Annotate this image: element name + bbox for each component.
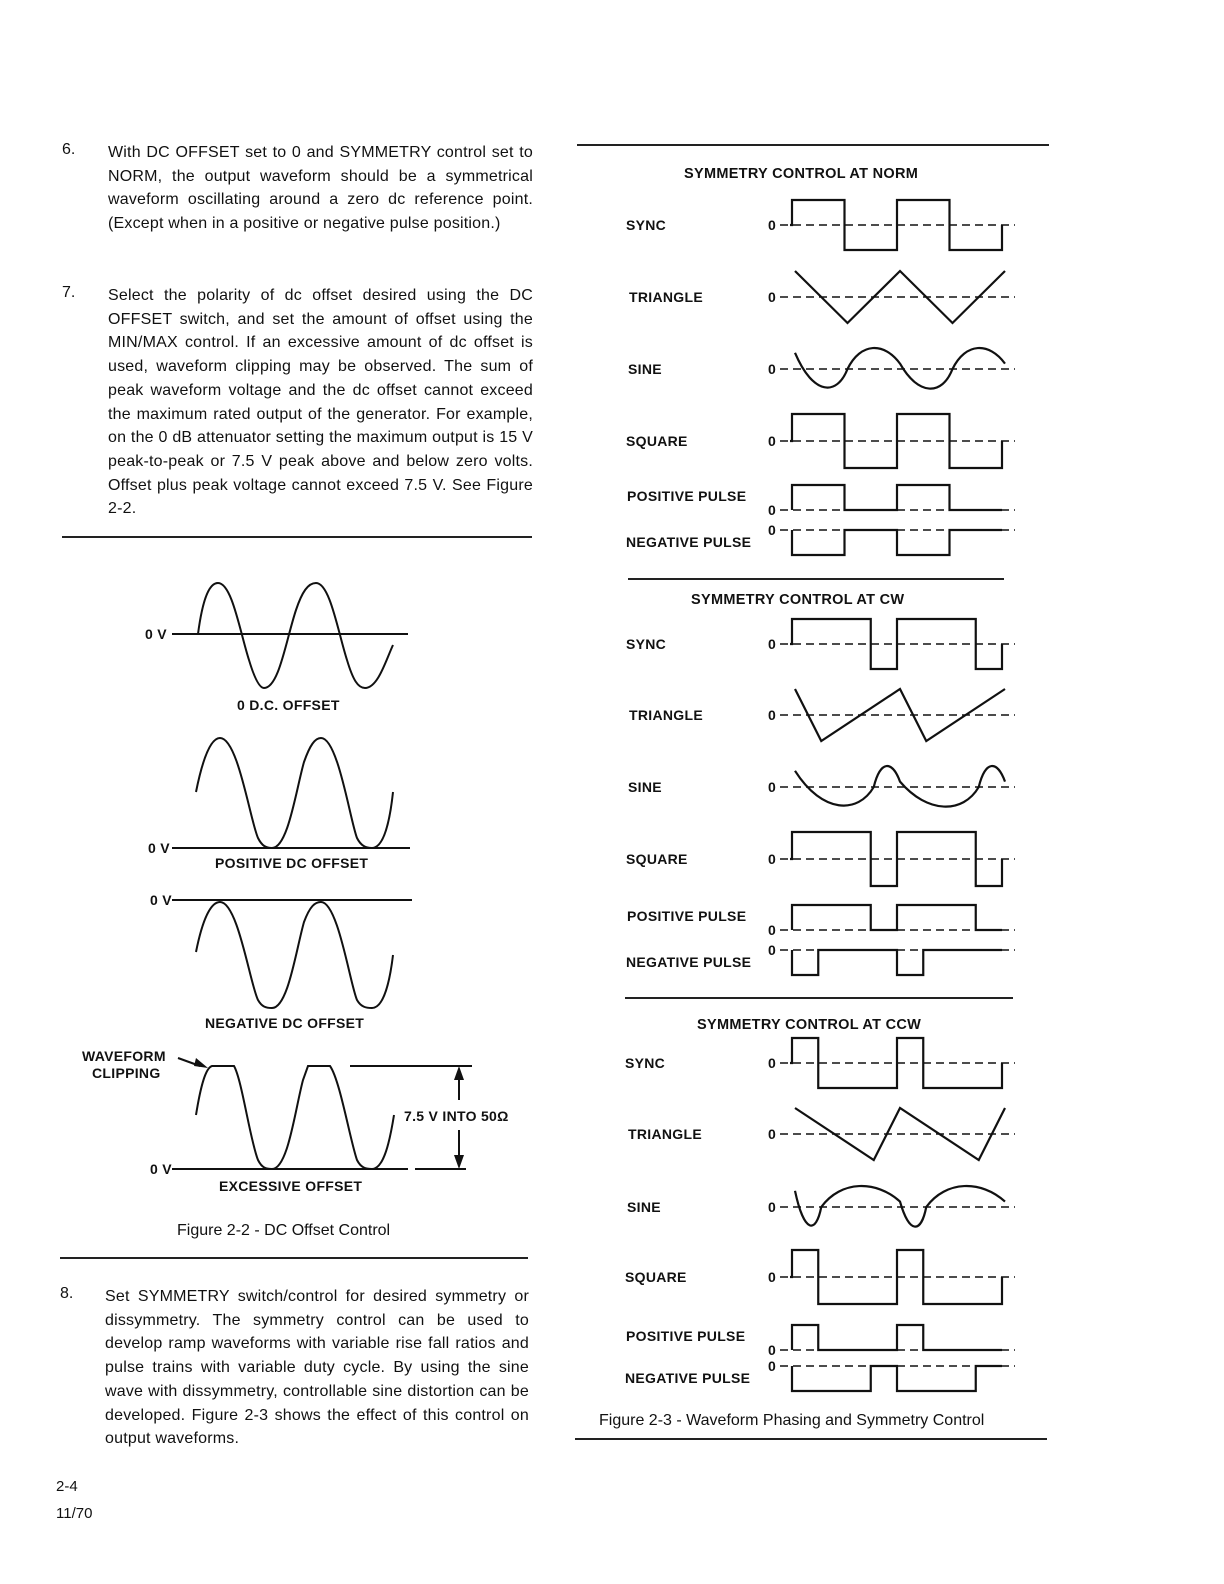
- item-6-number: 6.: [62, 141, 76, 158]
- waveform-label: TRIANGLE: [629, 707, 703, 723]
- zero-marker: 0: [768, 1055, 777, 1071]
- date-code: 11/70: [56, 1505, 93, 1522]
- zero-marker: 0: [768, 217, 777, 233]
- zero-volt-label: 0 V: [148, 840, 170, 856]
- zero-marker: 0: [768, 1269, 777, 1285]
- item-6-text: With DC OFFSET set to 0 and SYMMETRY control set to NORM, the output waveform should be a symmetrical waveform oscillating around a zero dc reference point. (Except when in a positive or negative pulse position.): [108, 144, 533, 233]
- page-number: 2-4: [56, 1478, 78, 1495]
- waveform-label: SYNC: [626, 217, 667, 233]
- zero-marker: 0: [768, 779, 777, 795]
- waveform-trace: [792, 1366, 1002, 1391]
- zero-marker: 0: [768, 361, 777, 377]
- waveform-trace: [792, 905, 1002, 930]
- zero-marker: 0: [768, 522, 777, 538]
- item-8-number: 8.: [60, 1285, 74, 1302]
- waveform-trace: [792, 1325, 1002, 1350]
- zero-volt-label: 0 V: [150, 892, 172, 908]
- item-7-number: 7.: [62, 284, 76, 301]
- panel-label-negative-offset: NEGATIVE DC OFFSET: [205, 1015, 365, 1031]
- zero-marker: 0: [768, 1126, 777, 1142]
- waveform-label: SINE: [628, 779, 662, 795]
- waveform-label: SINE: [627, 1199, 661, 1215]
- waveform-label: POSITIVE PULSE: [626, 1328, 746, 1344]
- waveform-label: SQUARE: [626, 851, 688, 867]
- zero-marker: 0: [768, 851, 777, 867]
- waveform-label: TRIANGLE: [628, 1126, 702, 1142]
- item-7-text: Select the polarity of dc offset desired using the DC OFFSET switch, and set the amount of offset using the MIN/MAX control. If an excessive amount of dc offset is used, waveform clipping may be observed. The sum of peak waveform voltage and the dc offset cannot exceed the maximum rated output of the generator. For example, on the 0 dB attenuator setting the maximum output is 15 V peak-to-peak or 7.5 V peak above and below zero volts. Offset plus peak voltage cannot exceed 7.5 V. See Figure 2-2.: [108, 287, 533, 518]
- panel-label-zero-offset: 0 D.C. OFFSET: [237, 697, 340, 713]
- waveform-label: SYNC: [626, 636, 667, 652]
- waveform-label: SQUARE: [625, 1269, 687, 1285]
- zero-marker: 0: [768, 1342, 777, 1358]
- zero-marker: 0: [768, 433, 777, 449]
- waveform-label: NEGATIVE PULSE: [626, 534, 752, 550]
- amplitude-label: 7.5 V INTO 50Ω: [404, 1108, 509, 1124]
- zero-volt-label: 0 V: [145, 626, 167, 642]
- waveform-label: TRIANGLE: [629, 289, 703, 305]
- waveform-trace: [792, 530, 1002, 555]
- panel-label-positive-offset: POSITIVE DC OFFSET: [215, 855, 369, 871]
- zero-marker: 0: [768, 707, 777, 723]
- waveform-label: SYNC: [625, 1055, 666, 1071]
- clipping-label-line1: WAVEFORM: [82, 1048, 166, 1064]
- waveform-trace: [792, 485, 1002, 510]
- waveform-label: POSITIVE PULSE: [627, 908, 747, 924]
- zero-marker: 0: [768, 1199, 777, 1215]
- panel-label-excessive-offset: EXCESSIVE OFFSET: [219, 1178, 363, 1194]
- figure-2-3-caption: Figure 2-3 - Waveform Phasing and Symmetry Control: [599, 1412, 985, 1429]
- waveform-label: SINE: [628, 361, 662, 377]
- zero-marker: 0: [768, 502, 777, 518]
- waveform-label: NEGATIVE PULSE: [626, 954, 752, 970]
- zero-marker: 0: [768, 636, 777, 652]
- clipping-label-line2: CLIPPING: [92, 1065, 161, 1081]
- zero-volt-label: 0 V: [150, 1161, 172, 1177]
- zero-marker: 0: [768, 289, 777, 305]
- waveform-trace: [792, 950, 1002, 975]
- waveform-label: NEGATIVE PULSE: [625, 1370, 751, 1386]
- zero-marker: 0: [768, 1358, 777, 1374]
- symmetry-section-title: SYMMETRY CONTROL AT CW: [691, 592, 905, 608]
- symmetry-section-title: SYMMETRY CONTROL AT NORM: [684, 166, 919, 182]
- zero-marker: 0: [768, 942, 777, 958]
- item-8-text: Set SYMMETRY switch/control for desired symmetry or dissymmetry. The symmetry control can be used to develop ramp waveforms with variable rise fall ratios and pulse trains with variable duty cycle. By using the sine wave with dissymmetry, controllable sine distortion can be developed. Figure 2-3 shows the effect of this control on output waveforms.: [105, 1288, 529, 1448]
- waveform-label: SQUARE: [626, 433, 688, 449]
- zero-marker: 0: [768, 922, 777, 938]
- symmetry-section-title: SYMMETRY CONTROL AT CCW: [697, 1017, 922, 1033]
- waveform-label: POSITIVE PULSE: [627, 488, 747, 504]
- figure-2-2-caption: Figure 2-2 - DC Offset Control: [177, 1222, 391, 1239]
